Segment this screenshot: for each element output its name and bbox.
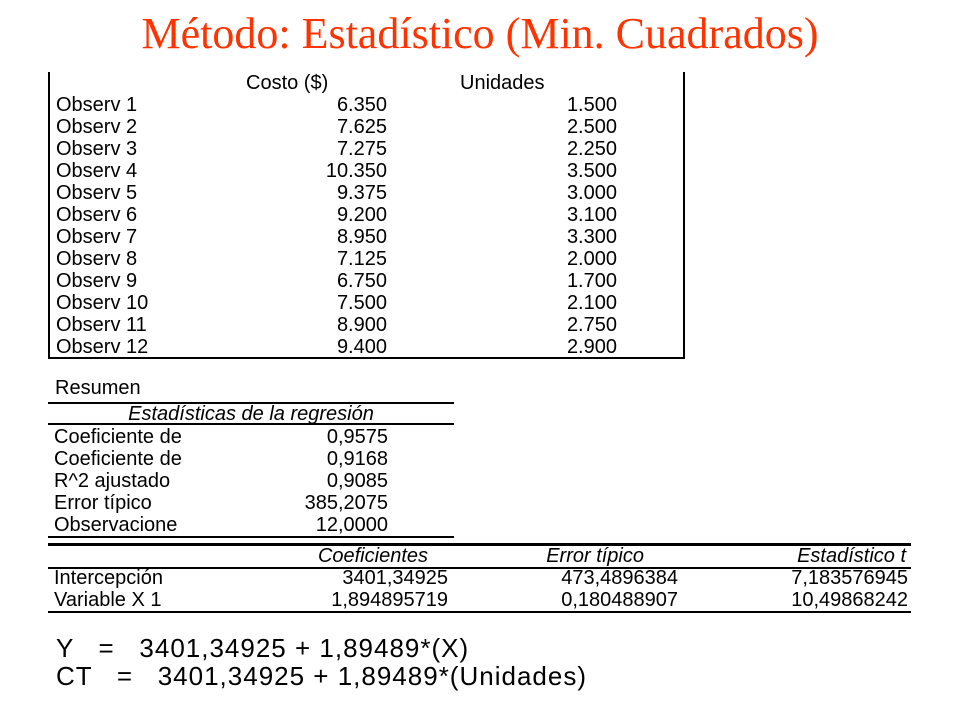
coef-value: 1,894895719 — [331, 589, 448, 611]
summary-label: Coeficiente de — [54, 426, 182, 448]
costo-value: 7.625 — [336, 116, 387, 138]
row-label: Observ 4 — [56, 160, 138, 182]
column-header-error: Error típico — [546, 545, 644, 567]
equation-ct: CT = 3401,34925 + 1,89489*(Unidades) — [56, 661, 587, 691]
table-row — [50, 292, 683, 314]
row-label: Observ 1 — [56, 94, 138, 116]
unidades-value: 2.900 — [566, 336, 617, 358]
bottom-rule — [48, 611, 911, 613]
summary-value: 0,9168 — [326, 448, 388, 470]
summary-label: R^2 ajustado — [54, 470, 171, 492]
costo-value: 8.950 — [336, 226, 387, 248]
observations-table — [48, 72, 685, 359]
row-label: Intercepción — [54, 567, 163, 589]
costo-value: 10.350 — [325, 160, 387, 182]
summary-row — [48, 514, 454, 536]
summary-row — [48, 426, 454, 448]
table-row — [50, 138, 683, 160]
equation-y: Y = 3401,34925 + 1,89489*(X) — [56, 633, 470, 663]
page-title: Método: Estadístico (Min. Cuadrados) — [141, 9, 819, 58]
summary-header: Estadísticas de la regresión — [48, 402, 454, 425]
summary-title: Resumen — [55, 377, 141, 399]
table-row — [50, 314, 683, 336]
column-header-costo: Costo ($) — [246, 72, 329, 94]
unidades-value: 2.250 — [566, 138, 617, 160]
t-value: 7,183576945 — [791, 567, 908, 589]
costo-value: 8.900 — [336, 314, 387, 336]
coefficients-table — [48, 543, 911, 613]
row-label: Observ 3 — [56, 138, 138, 160]
unidades-value: 3.500 — [566, 160, 617, 182]
column-header-t: Estadístico t — [797, 545, 906, 567]
summary-value: 385,2075 — [304, 492, 388, 514]
unidades-value: 2.100 — [566, 292, 617, 314]
costo-value: 6.350 — [336, 94, 387, 116]
costo-value: 9.375 — [336, 182, 387, 204]
summary-bottom-rule — [48, 536, 454, 538]
table-row — [50, 336, 683, 358]
row-label: Observ 2 — [56, 116, 138, 138]
costo-value: 6.750 — [336, 270, 387, 292]
row-label: Observ 7 — [56, 226, 138, 248]
summary-value: 0,9085 — [326, 470, 388, 492]
column-header-unidades: Unidades — [460, 72, 545, 94]
summary-label: Coeficiente de — [54, 448, 182, 470]
row-label: Observ 5 — [56, 182, 138, 204]
coef-value: 3401,34925 — [342, 567, 448, 589]
unidades-value: 2.500 — [566, 116, 617, 138]
costo-value: 9.200 — [336, 204, 387, 226]
summary-row — [48, 448, 454, 470]
t-value: 10,49868242 — [791, 589, 908, 611]
costo-value: 9.400 — [336, 336, 387, 358]
table-row — [50, 116, 683, 138]
summary-value: 0,9575 — [326, 426, 388, 448]
error-value: 0,180488907 — [561, 589, 678, 611]
costo-value: 7.275 — [336, 138, 387, 160]
unidades-value: 1.500 — [566, 94, 617, 116]
costo-value: 7.125 — [336, 248, 387, 270]
costo-value: 7.500 — [336, 292, 387, 314]
summary-row — [48, 492, 454, 514]
row-label: Observ 10 — [56, 292, 149, 314]
column-header-coeficientes: Coeficientes — [317, 545, 428, 567]
summary-row — [48, 470, 454, 492]
row-label: Observ 6 — [56, 204, 138, 226]
unidades-value: 2.000 — [566, 248, 617, 270]
summary-value: 12,0000 — [315, 514, 388, 536]
unidades-value: 1.700 — [566, 270, 617, 292]
unidades-value: 3.000 — [566, 182, 617, 204]
table-row — [50, 204, 683, 226]
row-label: Observ 12 — [56, 336, 149, 358]
table-row — [48, 589, 911, 611]
error-value: 473,4896384 — [561, 567, 678, 589]
unidades-value: 2.750 — [566, 314, 617, 336]
summary-label: Observacione — [54, 514, 178, 536]
table-row — [50, 182, 683, 204]
summary-label: Error típico — [54, 492, 152, 514]
unidades-value: 3.100 — [566, 204, 617, 226]
row-label: Observ 11 — [56, 314, 147, 336]
table-row — [50, 94, 683, 116]
table-row — [48, 567, 911, 589]
table-row — [50, 160, 683, 182]
row-label: Variable X 1 — [54, 589, 162, 611]
row-label: Observ 9 — [56, 270, 138, 292]
row-label: Observ 8 — [56, 248, 138, 270]
table-row — [50, 270, 683, 292]
table-row — [50, 226, 683, 248]
regression-summary-table — [48, 402, 454, 538]
table-row — [50, 248, 683, 270]
unidades-value: 3.300 — [566, 226, 617, 248]
